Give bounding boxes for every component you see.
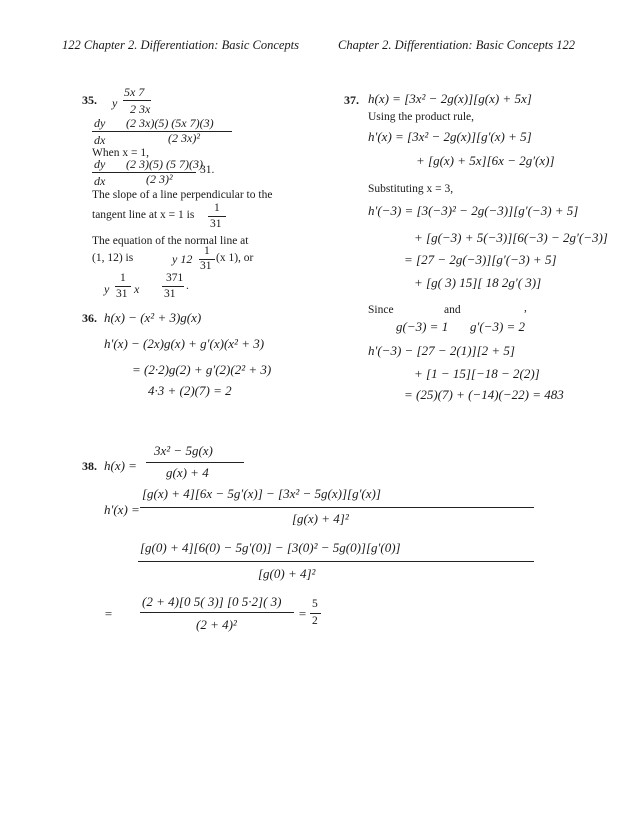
fraction-denominator: g(x) + 4 xyxy=(166,465,209,480)
fraction-bar xyxy=(92,131,232,132)
math-text: 31. xyxy=(200,164,215,176)
math-text: y xyxy=(112,96,118,110)
fraction-denominator: (2 + 4)² xyxy=(196,617,237,632)
body-text: Since xyxy=(368,304,394,316)
running-header-right: Chapter 2. Differentiation: Basic Concepts 122 xyxy=(338,38,576,52)
fraction-numerator: 1 xyxy=(214,202,220,214)
math-text: dy xyxy=(94,116,106,130)
fraction-bar xyxy=(146,462,244,463)
math-text: h(x) = xyxy=(104,458,137,473)
math-text: x xyxy=(134,282,140,296)
problem-number: 36. xyxy=(82,311,97,325)
math-line: h′(−3) − [27 − 2(1)][2 + 5] xyxy=(368,343,515,358)
fraction-denominator: 31 xyxy=(116,288,128,300)
fraction-numerator: [g(x) + 4][6x − 5g′(x)] − [3x² − 5g(x)][g′(x)] xyxy=(142,486,381,501)
body-text: Substituting x = 3, xyxy=(368,183,454,195)
running-header-left: 122 Chapter 2. Differentiation: Basic Concepts xyxy=(62,38,300,52)
fraction-bar xyxy=(115,286,131,287)
fraction-numerator: 3x² − 5g(x) xyxy=(154,443,213,458)
math-line: + [g(x) + 5x][6x − 2g′(x)] xyxy=(416,153,555,168)
fraction-bar xyxy=(92,172,196,173)
fraction-denominator: 2 xyxy=(312,615,318,627)
body-text: , xyxy=(524,302,527,314)
body-text: Using the product rule, xyxy=(368,111,475,123)
fraction-bar xyxy=(162,286,184,287)
math-line: + [1 − 15][−18 − 2(2)] xyxy=(414,366,540,381)
fraction-numerator: 371 xyxy=(166,272,184,284)
fraction-denominator: [g(0) + 4]² xyxy=(258,566,316,581)
math-text: y xyxy=(104,282,110,296)
fraction-numerator: 1 xyxy=(204,245,210,257)
fraction-numerator: 5x 7 xyxy=(124,85,145,99)
math-text: = xyxy=(104,606,113,621)
fraction-denominator: [g(x) + 4]² xyxy=(292,511,349,526)
math-line: h′(x) − (2x)g(x) + g′(x)(x² + 3) xyxy=(104,336,265,351)
math-line: h′(x) = [3x² − 2g(x)][g′(x) + 5] xyxy=(368,129,532,144)
fraction-denominator: (2 3)² xyxy=(146,172,173,186)
fraction-bar xyxy=(123,100,151,101)
fraction-numerator: [g(0) + 4][6(0) − 5g′(0)] − [3(0)² − 5g(0)][g′(0)] xyxy=(140,540,401,555)
fraction-denominator: 31 xyxy=(200,260,212,272)
fraction-bar xyxy=(140,612,294,613)
fraction-numerator: (2 + 4)[0 5( 3)] [0 5·2]( 3) xyxy=(142,594,282,609)
fraction-numerator: (2 3x)(5) (5x 7)(3) xyxy=(126,116,214,130)
math-line: g(−3) = 1 xyxy=(396,319,449,334)
math-line: h′(−3) = [3(−3)² − 2g(−3)][g′(−3) + 5] xyxy=(368,203,579,218)
math-text: . xyxy=(186,280,189,292)
math-text: = xyxy=(298,606,307,621)
body-text: When x = 1, xyxy=(92,147,149,159)
fraction-numerator: (2 3)(5) (5 7)(3) xyxy=(126,157,203,171)
fraction-denominator: 31 xyxy=(210,218,222,230)
math-text: (x 1), or xyxy=(216,252,254,264)
fraction-denominator: 31 xyxy=(164,288,176,300)
fraction-bar xyxy=(138,561,534,562)
math-line: g′(−3) = 2 xyxy=(470,319,526,334)
body-text: The equation of the normal line at xyxy=(92,235,249,247)
problem-number: 35. xyxy=(82,93,97,107)
fraction-bar xyxy=(208,216,226,217)
fraction-numerator: 5 xyxy=(312,598,318,610)
math-text: y 12 xyxy=(172,252,193,266)
problem-number: 38. xyxy=(82,459,97,473)
math-line: 4·3 + (2)(7) = 2 xyxy=(148,383,232,398)
math-line: = (25)(7) + (−14)(−22) = 483 xyxy=(404,387,564,402)
body-text: tangent line at x = 1 is xyxy=(92,209,195,221)
math-text: dx xyxy=(94,133,106,147)
fraction-bar xyxy=(140,507,534,508)
math-text: h′(x) = xyxy=(104,502,140,517)
math-line: + [g( 3) 15][ 18 2g′( 3)] xyxy=(414,275,542,290)
math-line: = (2·2)g(2) + g′(2)(2² + 3) xyxy=(132,362,272,377)
math-line: = [27 − 2g(−3)][g′(−3) + 5] xyxy=(404,252,557,267)
fraction-denominator: 2 3x xyxy=(130,102,151,116)
math-text: dx xyxy=(94,174,106,188)
math-line: h(x) = [3x² − 2g(x)][g(x) + 5x] xyxy=(368,91,532,106)
fraction-numerator: 1 xyxy=(120,272,126,284)
math-line: h(x) − (x² + 3)g(x) xyxy=(104,310,202,325)
problem-number: 37. xyxy=(344,93,359,107)
math-line: + [g(−3) + 5(−3)][6(−3) − 2g′(−3)] xyxy=(414,230,608,245)
body-text: The slope of a line perpendicular to the xyxy=(92,189,273,201)
fraction-bar xyxy=(310,613,321,614)
body-text: (1, 12) is xyxy=(92,252,134,264)
math-text: dy xyxy=(94,157,106,171)
fraction-denominator: (2 3x)² xyxy=(168,131,200,145)
body-text: and xyxy=(444,304,461,316)
